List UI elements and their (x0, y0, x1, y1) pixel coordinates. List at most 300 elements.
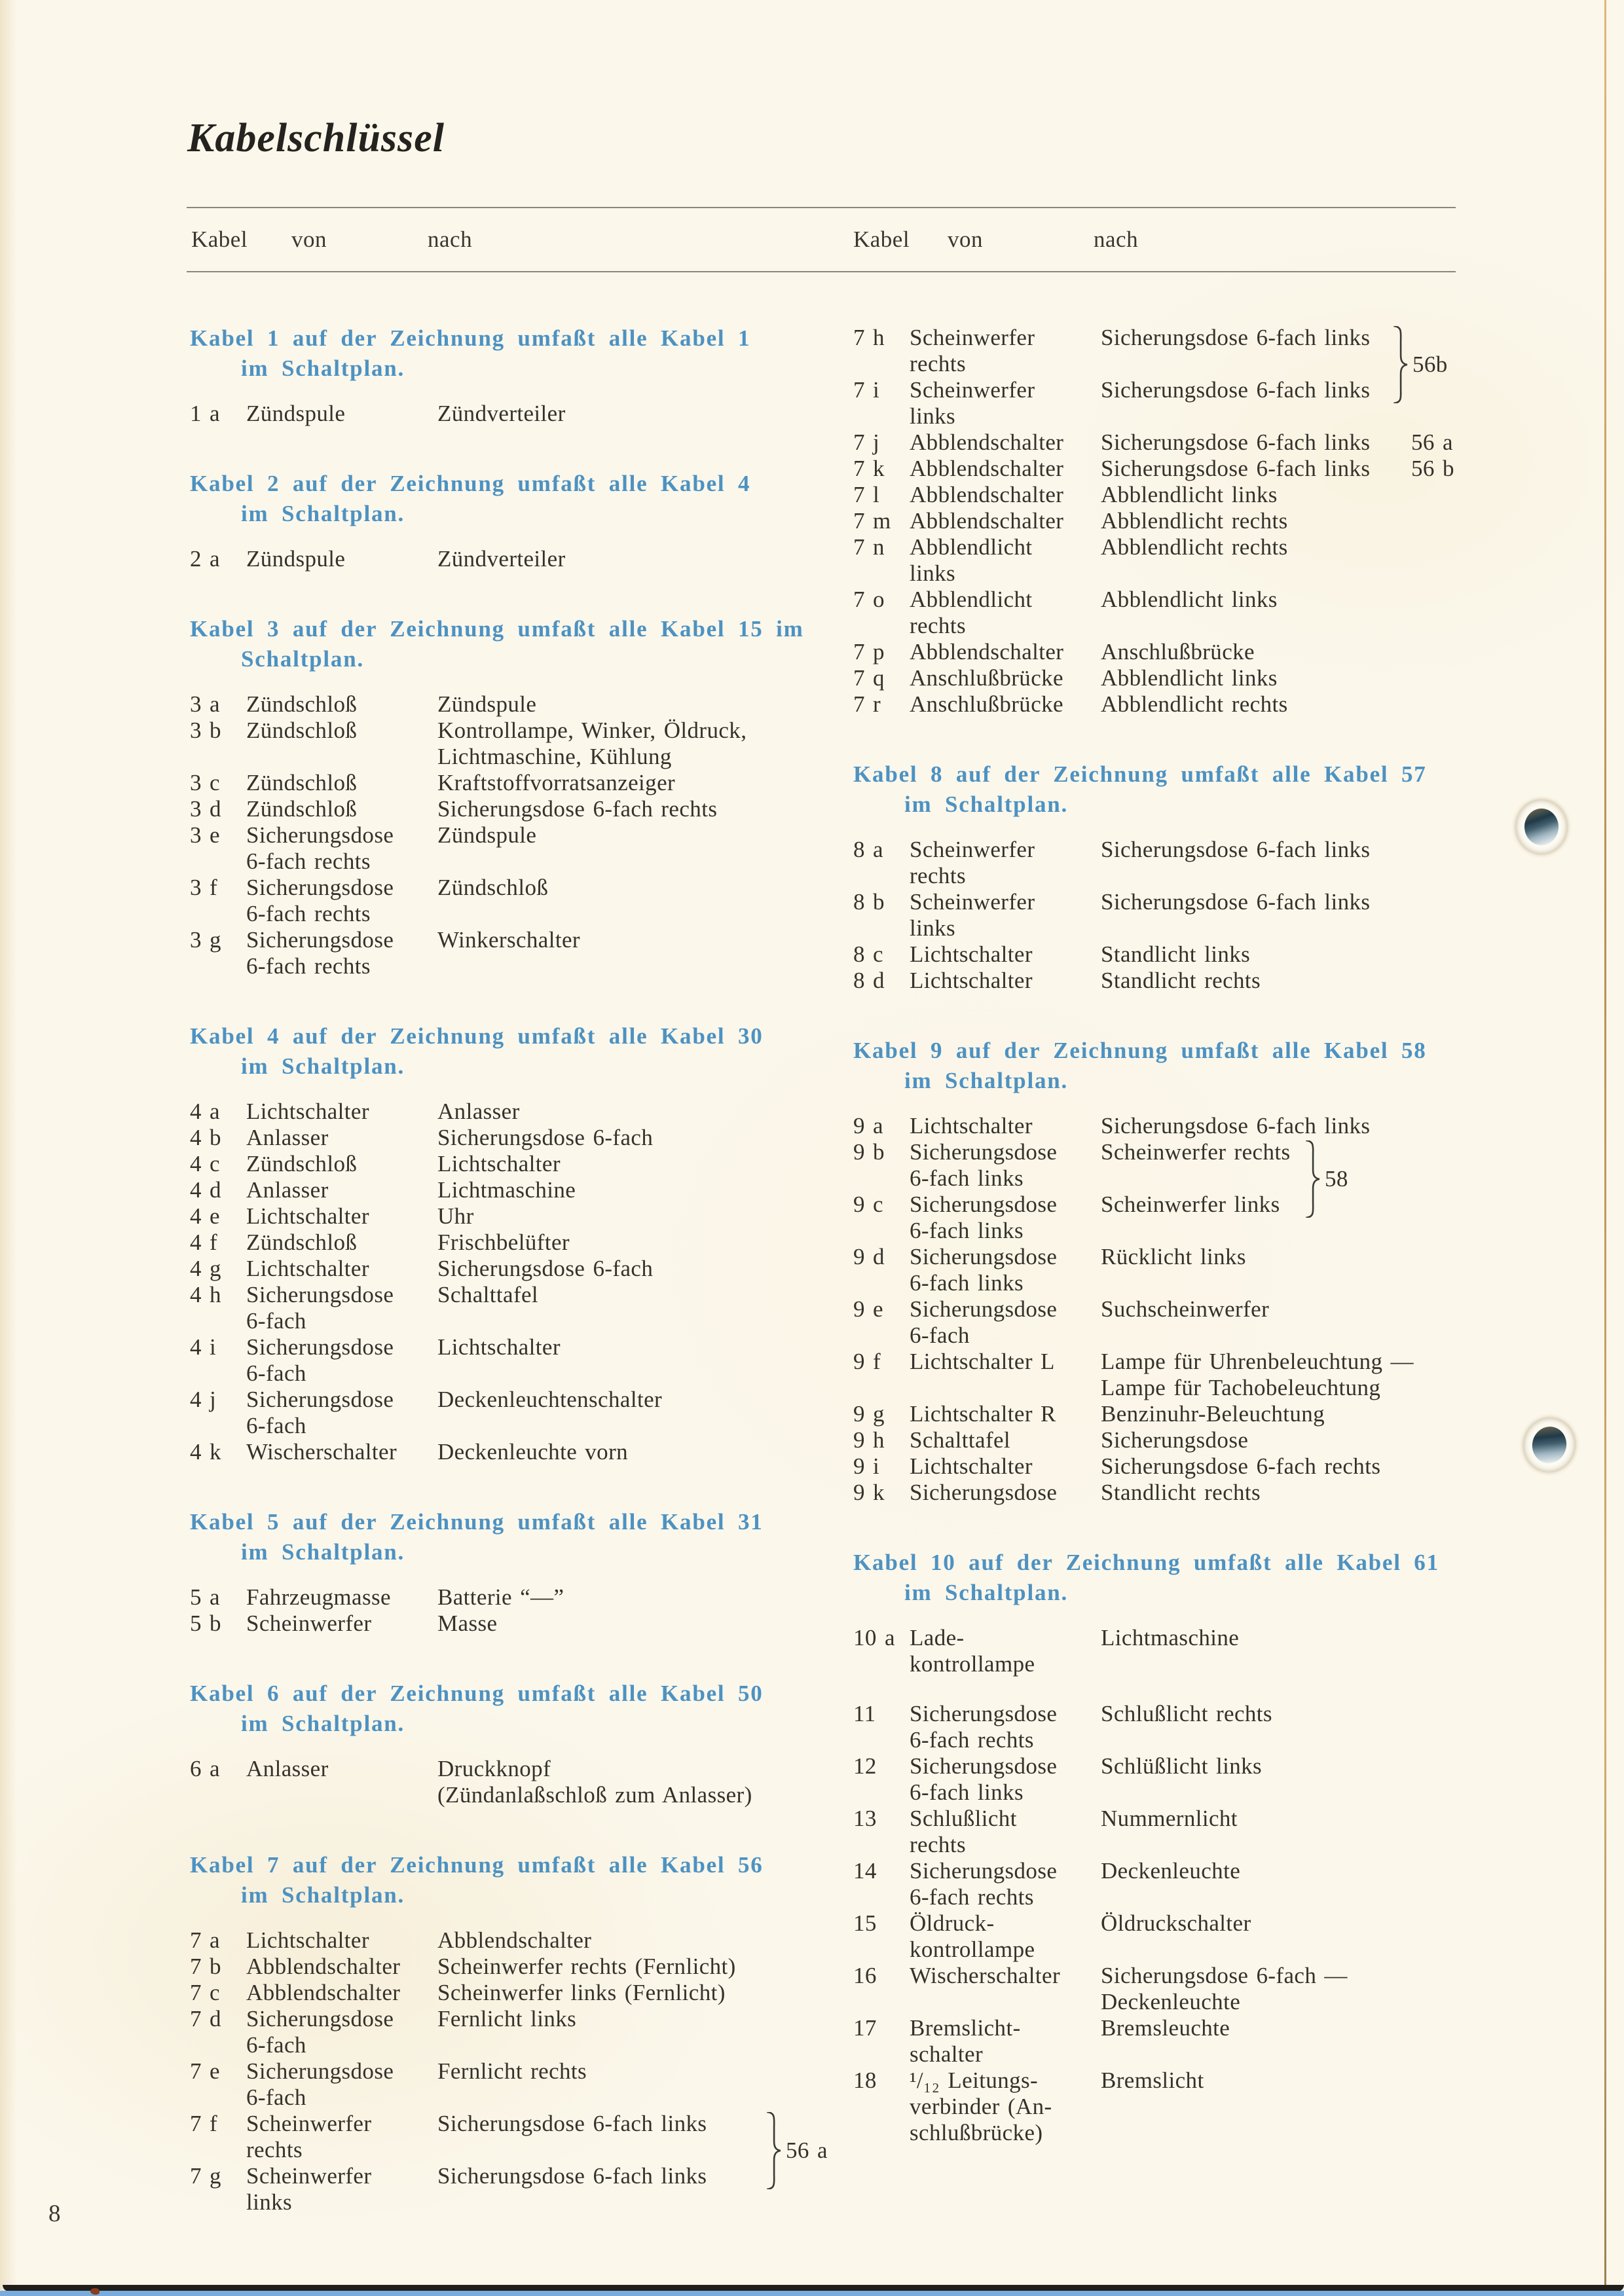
from-cell: Lichtschalter (246, 1927, 369, 1953)
header-rule-top (187, 207, 1456, 208)
table-row (853, 1139, 1511, 1192)
header-rule-bottom (187, 271, 1456, 272)
from-cell: Lichtschalter (246, 1203, 369, 1229)
from-cell: Abblendschalter (910, 456, 1064, 481)
section-heading (190, 469, 848, 529)
heading-line: Kabel 9 auf der Zeichnung umfaßt alle Kabel 58 (853, 1038, 1427, 1063)
cable-id: 7 h (853, 325, 885, 350)
heading-line: im Schaltplan. (904, 1068, 1069, 1093)
table-row (190, 1584, 848, 1611)
to-cell: Abblendlicht rechts (1101, 534, 1288, 560)
cable-id: 9 g (853, 1401, 885, 1427)
to-cell: Zündspule (437, 822, 537, 848)
from-cell: Zündspule (246, 401, 346, 426)
to-cell: Deckenleuchtenschalter (437, 1387, 663, 1412)
table-row (190, 796, 848, 822)
punch-hole (1516, 800, 1567, 854)
table-row (190, 1151, 848, 1177)
to-cell: Scheinwerfer links (1101, 1192, 1280, 1217)
cable-id: 1 a (190, 401, 220, 426)
scanner-background (0, 2291, 1624, 2296)
cable-id: 7 m (853, 508, 891, 534)
to-cell: Zündspule (437, 691, 537, 717)
heading-line: im Schaltplan. (904, 792, 1069, 817)
cable-id: 8 b (853, 889, 885, 915)
cable-id: 9 e (853, 1296, 883, 1322)
heading-line: im Schaltplan. (904, 1580, 1069, 1605)
cable-id: 3 a (190, 691, 220, 717)
section-heading (190, 1679, 848, 1739)
from-cell: Scheinwerfer rechts (910, 325, 1035, 376)
from-cell: Sicherungsdose (910, 1480, 1058, 1505)
from-cell: Sicherungsdose 6-fach links (910, 1192, 1058, 1243)
cable-id: 7 o (853, 587, 885, 612)
heading-line: Kabel 2 auf der Zeichnung umfaßt alle Kabel 4 (190, 471, 751, 496)
to-cell: Standlicht rechts (1101, 1480, 1261, 1505)
from-cell: Scheinwerfer links (246, 2163, 372, 2215)
to-cell: Sicherungsdose 6-fach links (1101, 325, 1371, 350)
heading-line: Kabel 8 auf der Zeichnung umfaßt alle Kabel 57 (853, 761, 1427, 787)
cable-id: 13 (853, 1806, 877, 1831)
from-cell: Zündschloß (246, 691, 358, 717)
from-cell: Lichtschalter R (910, 1401, 1056, 1427)
to-cell: Sicherungsdose 6-fach (437, 1125, 654, 1150)
to-cell: Sicherungsdose 6-fach links (1101, 837, 1371, 862)
table-row (853, 941, 1511, 968)
table-row (190, 1256, 848, 1282)
to-cell: Rücklicht links (1101, 1244, 1246, 1269)
table-row (853, 1701, 1511, 1753)
table-row (190, 927, 848, 979)
table-row (853, 1806, 1511, 1858)
table-row (853, 968, 1511, 994)
heading-line: im Schaltplan. (241, 1882, 405, 1908)
cable-section (190, 1021, 848, 1465)
heading-line: im Schaltplan. (241, 355, 405, 381)
cable-id: 14 (853, 1858, 877, 1884)
page-right-edge (1604, 0, 1606, 2286)
to-cell: Suchscheinwerfer (1101, 1296, 1270, 1322)
cable-id: 3 f (190, 875, 218, 900)
table-row (853, 837, 1511, 889)
from-cell: Sicherungsdose 6-fach (910, 1296, 1058, 1348)
cable-id: 9 d (853, 1244, 885, 1269)
to-cell: Frischbelüfter (437, 1230, 570, 1255)
cable-section (190, 469, 848, 572)
from-cell: Abblendlicht rechts (910, 587, 1033, 638)
table-row (190, 822, 848, 875)
heading-line: Kabel 6 auf der Zeichnung umfaßt alle Kabel 50 (190, 1681, 764, 1706)
from-cell: Sicherungsdose 6-fach (246, 1334, 394, 1386)
section-heading (190, 614, 848, 674)
table-row (190, 546, 848, 572)
from-cell: Abblendschalter (246, 1980, 401, 2005)
from-cell: Sicherungsdose 6-fach rechts (246, 875, 394, 926)
table-row (190, 2058, 848, 2111)
table-row (190, 1177, 848, 1203)
to-cell: Lampe für Uhrenbeleuchtung — Lampe für Tachobeleuchtung (1101, 1349, 1414, 1400)
from-cell: Sicherungsdose 6-fach rechts (246, 927, 394, 979)
heading-line: im Schaltplan. (241, 1053, 405, 1079)
to-cell: Abblendlicht links (1101, 482, 1278, 507)
table-row (853, 456, 1511, 482)
cable-id: 9 f (853, 1349, 881, 1374)
cable-section (853, 1036, 1511, 1506)
table-row (853, 1349, 1511, 1401)
from-cell: Sicherungsdose 6-fach rechts (246, 822, 394, 874)
cable-section (853, 759, 1511, 994)
to-cell: Sicherungsdose 6-fach links (437, 2163, 707, 2189)
to-cell: Abblendschalter (437, 1927, 592, 1953)
cable-id: 7 j (853, 429, 880, 455)
cable-note: 56 b (1411, 456, 1454, 481)
to-cell: Anlasser (437, 1099, 520, 1124)
cable-id: 9 c (853, 1192, 883, 1217)
cable-id: 7 k (853, 456, 885, 481)
table-row (853, 2015, 1511, 2068)
table-row (190, 718, 848, 770)
cable-id: 7 b (190, 1954, 221, 1979)
table-row (853, 1625, 1511, 1677)
table-row (190, 1203, 848, 1230)
cable-section (190, 323, 848, 427)
brace-label: 56b (1412, 352, 1448, 377)
from-cell: Anlasser (246, 1756, 329, 1781)
cable-id: 11 (853, 1701, 876, 1726)
table-row (190, 1611, 848, 1637)
brace-mark (1392, 326, 1448, 403)
cable-section (853, 325, 1511, 718)
to-cell: Kraftstoffvorratsanzeiger (437, 770, 676, 795)
to-cell: Lichtschalter (437, 1151, 561, 1176)
from-cell: Scheinwerfer links (910, 889, 1035, 941)
cable-section (190, 1679, 848, 1808)
table-row (853, 534, 1511, 587)
from-cell: Sicherungsdose 6-fach links (910, 1244, 1058, 1296)
section-heading (853, 1036, 1511, 1096)
header-von-left: von (291, 227, 327, 252)
to-cell: Kontrollampe, Winker, Öldruck, Lichtmaschine, Kühlung (437, 718, 747, 769)
to-cell: Standlicht rechts (1101, 968, 1261, 993)
cable-id: 4 g (190, 1256, 221, 1281)
cable-id: 4 j (190, 1387, 217, 1412)
cable-id: 4 d (190, 1177, 221, 1203)
table-row (853, 1910, 1511, 1963)
from-cell: Schlußlicht rechts (910, 1806, 1017, 1857)
heading-line: Kabel 10 auf der Zeichnung umfaßt alle Kabel 61 (853, 1550, 1439, 1575)
table-row (853, 1963, 1511, 2015)
from-cell: ¹/₁₂ Leitungs- verbinder (An- schlußbrücke) (910, 2068, 1052, 2145)
cable-id: 9 k (853, 1480, 885, 1505)
section-heading (853, 1548, 1511, 1608)
table-row (190, 2006, 848, 2058)
cable-note: 56 a (1411, 429, 1453, 455)
table-row (190, 1334, 848, 1387)
table-row (190, 1387, 848, 1439)
heading-line: Kabel 4 auf der Zeichnung umfaßt alle Kabel 30 (190, 1023, 764, 1049)
cable-id: 7 n (853, 534, 885, 560)
from-cell: Lichtschalter (910, 968, 1033, 993)
to-cell: Benzinuhr-Beleuchtung (1101, 1401, 1325, 1427)
from-cell: Zündschloß (246, 1230, 358, 1255)
from-cell: Scheinwerfer links (910, 377, 1035, 429)
from-cell: Zündschloß (246, 718, 358, 743)
to-cell: Standlicht links (1101, 941, 1251, 967)
to-cell: Lichtschalter (437, 1334, 561, 1360)
to-cell: Anschlußbrücke (1101, 639, 1255, 665)
from-cell: Abblendschalter (910, 482, 1064, 507)
cable-id: 7 f (190, 2111, 218, 2136)
from-cell: Lichtschalter (910, 1113, 1033, 1139)
table-row (190, 1954, 848, 1980)
brace-mark (1304, 1140, 1348, 1218)
to-cell: Sicherungsdose 6-fach links (1101, 1113, 1371, 1139)
to-cell: Sicherungsdose 6-fach — Deckenleuchte (1101, 1963, 1348, 2014)
from-cell: Sicherungsdose 6-fach links (910, 1753, 1058, 1805)
to-cell: Nummernlicht (1101, 1806, 1238, 1831)
to-cell: Abblendlicht links (1101, 665, 1278, 691)
from-cell: Abblendschalter (910, 429, 1064, 455)
table-row (190, 1439, 848, 1465)
section-heading (853, 759, 1511, 820)
cable-id: 7 l (853, 482, 880, 507)
paper-speck (90, 2288, 100, 2295)
heading-line: Schaltplan. (241, 646, 365, 672)
brace-mark (765, 2112, 828, 2189)
table-row (853, 1192, 1511, 1244)
heading-line: im Schaltplan. (241, 501, 405, 526)
cable-id: 7 q (853, 665, 885, 691)
cable-id: 8 a (853, 837, 883, 862)
table-row (190, 1756, 848, 1808)
from-cell: Zündschloß (246, 796, 358, 822)
cable-id: 3 c (190, 770, 220, 795)
to-cell: Zündverteiler (437, 401, 566, 426)
cable-id: 3 b (190, 718, 221, 743)
cable-id: 16 (853, 1963, 877, 1988)
from-cell: Abblendlicht links (910, 534, 1033, 586)
table-row (190, 770, 848, 796)
cable-id: 9 h (853, 1427, 885, 1453)
table-row (853, 1427, 1511, 1453)
header-von-right: von (948, 227, 983, 252)
cable-id: 4 h (190, 1282, 221, 1307)
from-cell: Abblendschalter (246, 1954, 401, 1979)
to-cell: Sicherungsdose 6-fach links (1101, 889, 1371, 915)
to-cell: Zündschloß (437, 875, 549, 900)
from-cell: Anschlußbrücke (910, 665, 1063, 691)
table-row (190, 2111, 848, 2163)
to-cell: Schlußlicht rechts (1101, 1701, 1272, 1726)
to-cell: Sicherungsdose 6-fach (437, 1256, 654, 1281)
table-row (853, 2068, 1511, 2146)
to-cell: Schalttafel (437, 1282, 539, 1307)
from-cell: Wischerschalter (910, 1963, 1061, 1988)
cable-section (190, 1850, 848, 2215)
cable-id: 4 e (190, 1203, 220, 1229)
table-row (190, 1099, 848, 1125)
to-cell: Abblendlicht rechts (1101, 691, 1288, 717)
brace-group (190, 2111, 848, 2215)
table-row (190, 1980, 848, 2006)
to-cell: Öldruckschalter (1101, 1910, 1251, 1936)
cable-id: 7 i (853, 377, 880, 403)
table-row (853, 691, 1511, 718)
to-cell: Sicherungsdose 6-fach links (1101, 377, 1371, 403)
header-kabel-right: Kabel (853, 227, 910, 252)
to-cell: Sicherungsdose 6-fach links (437, 2111, 707, 2136)
from-cell: Anlasser (246, 1125, 329, 1150)
to-cell: Lichtmaschine (1101, 1625, 1240, 1650)
from-cell: Abblendschalter (910, 639, 1064, 665)
to-cell: Bremslicht (1101, 2068, 1204, 2093)
to-cell: Sicherungsdose 6-fach links (1101, 429, 1371, 455)
to-cell: Scheinwerfer rechts (1101, 1139, 1291, 1165)
cable-id: 15 (853, 1910, 877, 1936)
cable-id: 4 i (190, 1334, 217, 1360)
right-column (853, 301, 1511, 2146)
cable-id: 3 g (190, 927, 221, 953)
table-row (190, 1230, 848, 1256)
from-cell: Fahrzeugmasse (246, 1584, 391, 1610)
table-row (853, 889, 1511, 941)
section-heading (190, 1021, 848, 1082)
to-cell: Scheinwerfer links (Fernlicht) (437, 1980, 726, 2005)
cable-id: 8 c (853, 941, 883, 967)
cable-id: 9 i (853, 1453, 880, 1479)
table-row (853, 587, 1511, 639)
brace-label: 56 a (786, 2138, 828, 2163)
table-row (853, 1453, 1511, 1480)
to-cell: Deckenleuchte vorn (437, 1439, 629, 1465)
cable-id: 3 d (190, 796, 221, 822)
to-cell: Fernlicht links (437, 2006, 577, 2032)
cable-id: 7 c (190, 1980, 220, 2005)
table-row (190, 1927, 848, 1954)
heading-line: im Schaltplan. (241, 1539, 405, 1565)
heading-line: Kabel 5 auf der Zeichnung umfaßt alle Kabel 31 (190, 1509, 764, 1535)
from-cell: Sicherungsdose 6-fach (246, 1282, 394, 1334)
brace-group (853, 1139, 1511, 1244)
to-cell: Uhr (437, 1203, 474, 1229)
table-row (190, 1125, 848, 1151)
page-left-edge (0, 0, 17, 2296)
page-number: 8 (48, 2200, 61, 2227)
cable-id: 9 b (853, 1139, 885, 1165)
to-cell: Sicherungsdose (1101, 1427, 1249, 1453)
cable-id: 9 a (853, 1113, 883, 1139)
heading-line: Kabel 1 auf der Zeichnung umfaßt alle Kabel 1 (190, 325, 751, 351)
to-cell: Sicherungsdose 6-fach rechts (1101, 1453, 1381, 1479)
from-cell: Zündspule (246, 546, 346, 572)
to-cell: Fernlicht rechts (437, 2058, 587, 2084)
table-row (853, 1480, 1511, 1506)
from-cell: Scheinwerfer rechts (246, 2111, 372, 2162)
from-cell: Scheinwerfer rechts (910, 837, 1035, 888)
section-heading (190, 1507, 848, 1567)
cable-id: 6 a (190, 1756, 220, 1781)
cable-id: 3 e (190, 822, 220, 848)
table-row (853, 1858, 1511, 1910)
to-cell: Winkerschalter (437, 927, 580, 953)
table-row (853, 1244, 1511, 1296)
table-row (853, 508, 1511, 534)
cable-section (190, 614, 848, 979)
from-cell: Sicherungsdose 6-fach links (910, 1139, 1058, 1191)
from-cell: Lichtschalter (910, 1453, 1033, 1479)
cable-id: 12 (853, 1753, 877, 1779)
table-row (853, 665, 1511, 691)
cable-id: 7 d (190, 2006, 221, 2032)
from-cell: Scheinwerfer (246, 1611, 372, 1636)
header-nach-left: nach (428, 227, 473, 252)
punch-hole (1518, 1413, 1581, 1477)
cable-id: 4 k (190, 1439, 221, 1465)
table-row (190, 875, 848, 927)
heading-line: Kabel 7 auf der Zeichnung umfaßt alle Kabel 56 (190, 1852, 764, 1878)
from-cell: Zündschloß (246, 1151, 358, 1176)
cable-id: 7 a (190, 1927, 220, 1953)
table-row (190, 401, 848, 427)
cable-id: 4 c (190, 1151, 220, 1176)
table-row (853, 482, 1511, 508)
table-row (853, 1296, 1511, 1349)
from-cell: Lade- kontrollampe (910, 1625, 1035, 1677)
cable-id: 5 b (190, 1611, 221, 1636)
from-cell: Anschlußbrücke (910, 691, 1063, 717)
cable-id: 7 g (190, 2163, 221, 2189)
to-cell: Abblendlicht links (1101, 587, 1278, 612)
table-row (853, 1113, 1511, 1139)
from-cell: Sicherungsdose 6-fach (246, 2058, 394, 2110)
from-cell: Wischerschalter (246, 1439, 397, 1465)
header-kabel-left: Kabel (191, 227, 248, 252)
to-cell: Druckknopf (Zündanlaßschloß zum Anlasser) (437, 1756, 752, 1808)
to-cell: Masse (437, 1611, 498, 1636)
from-cell: Bremslicht- schalter (910, 2015, 1021, 2067)
cable-id: 5 a (190, 1584, 220, 1610)
cable-id: 17 (853, 2015, 877, 2041)
from-cell: Zündschloß (246, 770, 358, 795)
to-cell: Abblendlicht rechts (1101, 508, 1288, 534)
cable-id: 7 p (853, 639, 885, 665)
to-cell: Zündverteiler (437, 546, 566, 572)
table-row (853, 639, 1511, 665)
to-cell: Schlüßlicht links (1101, 1753, 1263, 1779)
from-cell: Öldruck- kontrollampe (910, 1910, 1035, 1962)
from-cell: Abblendschalter (910, 508, 1064, 534)
page-title: Kabelschlüssel (187, 116, 445, 160)
from-cell: Lichtschalter (910, 941, 1033, 967)
cable-section (853, 1548, 1511, 2146)
from-cell: Sicherungsdose 6-fach rechts (910, 1701, 1058, 1753)
cable-id: 7 r (853, 691, 881, 717)
cable-id: 18 (853, 2068, 877, 2093)
from-cell: Sicherungsdose 6-fach (246, 1387, 394, 1438)
to-cell: Deckenleuchte (1101, 1858, 1241, 1884)
cable-section (190, 1507, 848, 1637)
table-row (853, 1753, 1511, 1806)
cable-id: 4 f (190, 1230, 218, 1255)
brace-label: 58 (1325, 1166, 1348, 1192)
to-cell: Sicherungsdose 6-fach links (1101, 456, 1371, 481)
table-row (853, 429, 1511, 456)
table-row (190, 1282, 848, 1334)
from-cell: Sicherungsdose 6-fach rechts (910, 1858, 1058, 1910)
heading-line: im Schaltplan. (241, 1711, 405, 1736)
to-cell: Bremsleuchte (1101, 2015, 1230, 2041)
section-heading (190, 1850, 848, 1910)
